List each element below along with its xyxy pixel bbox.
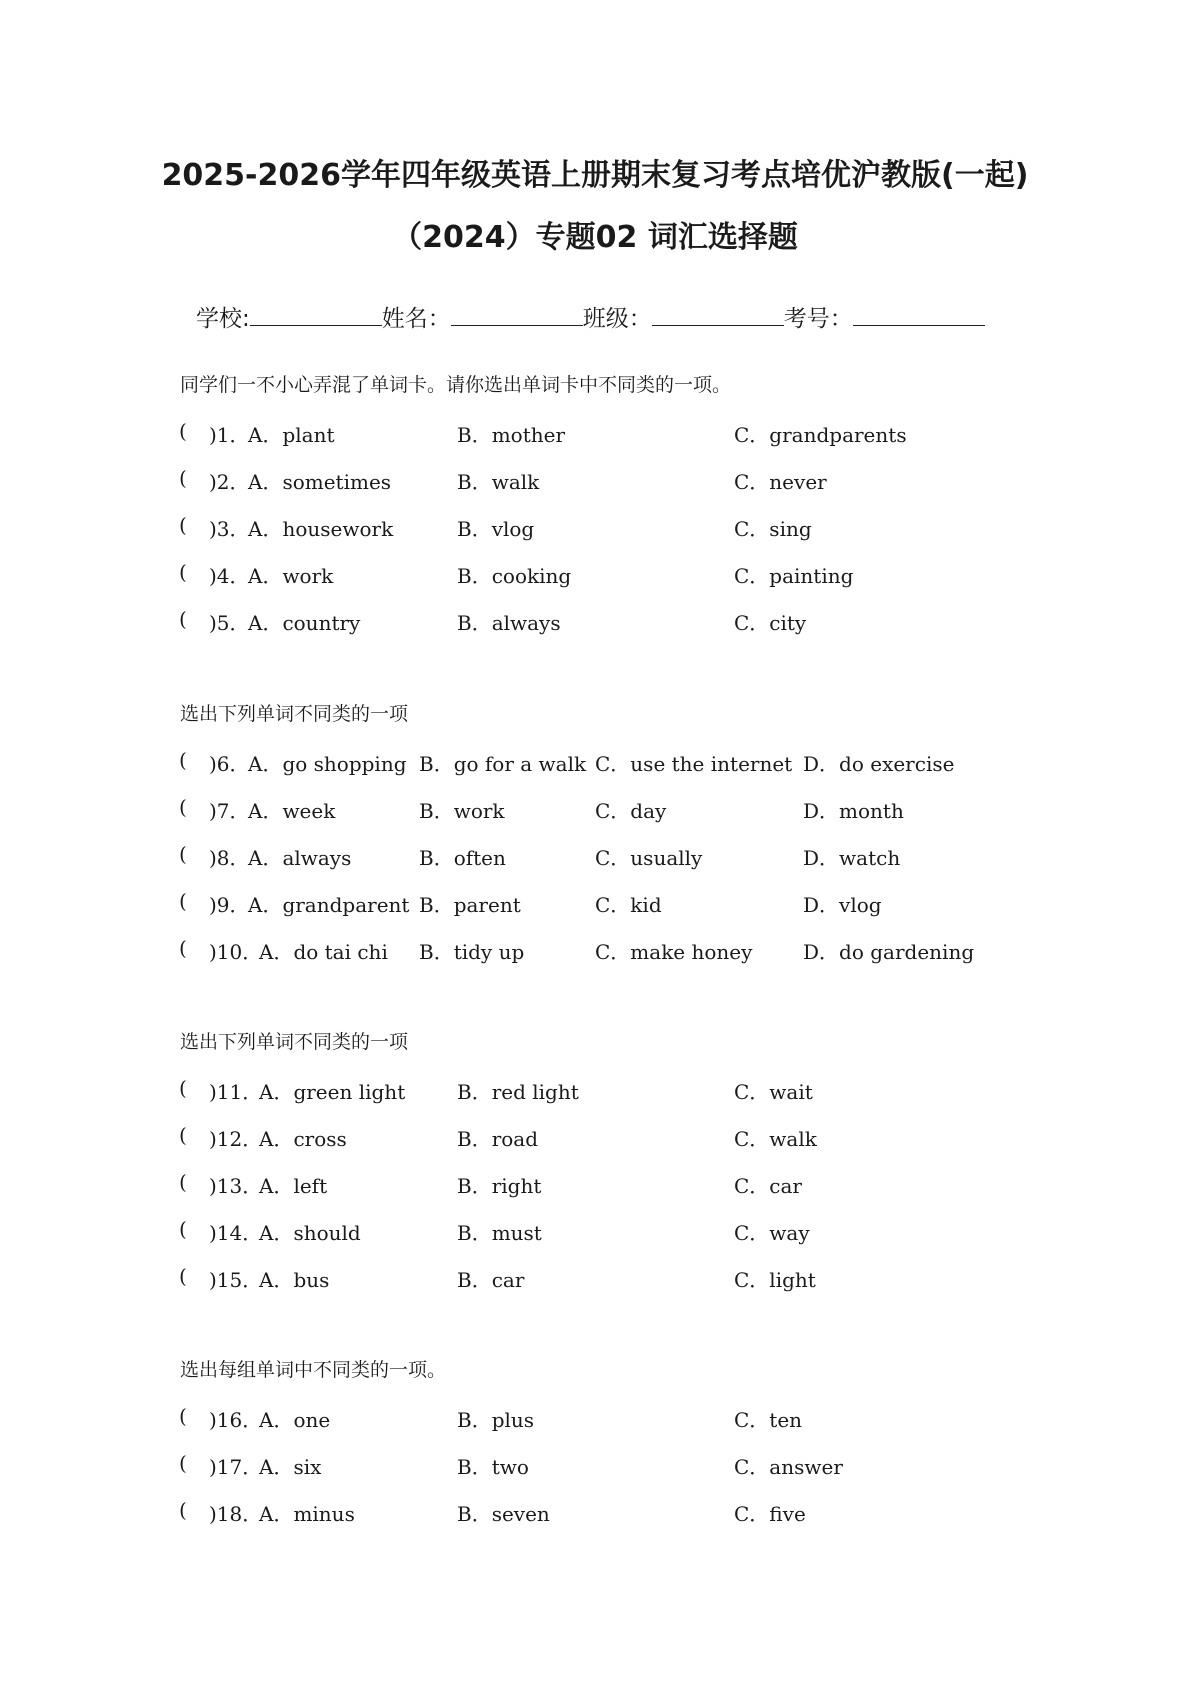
answer-paren[interactable]: ( — [179, 1498, 187, 1522]
option-b: B．plus — [457, 1408, 535, 1432]
option-c: C．ten — [734, 1408, 803, 1432]
option-a: A．six — [259, 1455, 322, 1479]
question-number: )4． — [209, 564, 250, 588]
page-title-line-1: 2025-2026学年四年级英语上册期末复习考点培优沪教版(一起) — [161, 158, 1029, 193]
option-c: C．light — [734, 1268, 816, 1292]
question-row — [0, 513, 1190, 543]
option-a: A．work — [248, 564, 334, 588]
option-b: B．car — [457, 1268, 525, 1292]
answer-paren[interactable]: ( — [179, 1123, 187, 1147]
option-b: B．walk — [457, 470, 540, 494]
option-a: A．housework — [248, 517, 394, 541]
answer-paren[interactable]: ( — [179, 607, 187, 631]
answer-paren[interactable]: ( — [179, 419, 187, 443]
option-d: D．do exercise — [803, 752, 955, 776]
option-c: C．car — [734, 1174, 802, 1198]
question-number: )15． — [209, 1268, 263, 1292]
option-a: A．cross — [259, 1127, 347, 1151]
option-b: B．cooking — [457, 564, 572, 588]
section-instruction: 同学们一不小心弄混了单词卡。请你选出单词卡中不同类的一项。 — [180, 374, 732, 396]
question-row — [0, 936, 1190, 966]
section-instruction: 选出下列单词不同类的一项 — [180, 1031, 409, 1053]
question-number: )10． — [209, 940, 263, 964]
answer-paren[interactable]: ( — [179, 1264, 187, 1288]
option-a: A．country — [248, 611, 361, 635]
option-b: B．work — [419, 799, 505, 823]
question-row — [0, 560, 1190, 590]
option-a: A．always — [248, 846, 352, 870]
option-d: D．vlog — [803, 893, 882, 917]
option-c: C．painting — [734, 564, 854, 588]
student-info — [196, 300, 985, 333]
option-c: C．usually — [595, 846, 703, 870]
option-b: B．always — [457, 611, 561, 635]
option-b: B．red light — [457, 1080, 579, 1104]
option-c: C．day — [595, 799, 667, 823]
option-c: C．never — [734, 470, 827, 494]
answer-paren[interactable]: ( — [179, 1217, 187, 1241]
option-c: C．grandparents — [734, 423, 907, 447]
question-row — [0, 1451, 1190, 1481]
option-a: A．plant — [248, 423, 335, 447]
option-c: C．five — [734, 1502, 806, 1526]
option-c: C．sing — [734, 517, 812, 541]
question-row — [0, 795, 1190, 825]
option-c: C．answer — [734, 1455, 843, 1479]
answer-paren[interactable]: ( — [179, 1404, 187, 1428]
option-c: C．way — [734, 1221, 810, 1245]
question-row — [0, 419, 1190, 449]
question-number: )14． — [209, 1221, 263, 1245]
option-a: A．should — [259, 1221, 361, 1245]
option-d: D．month — [803, 799, 904, 823]
question-row — [0, 1498, 1190, 1528]
option-c: C．make honey — [595, 940, 753, 964]
option-d: D．do gardening — [803, 940, 975, 964]
question-number: )13． — [209, 1174, 263, 1198]
option-c: C．walk — [734, 1127, 817, 1151]
question-number: )1． — [209, 423, 250, 447]
school-label: 学校: — [196, 306, 250, 332]
option-b: B．two — [457, 1455, 529, 1479]
question-row — [0, 842, 1190, 872]
school-blank[interactable] — [250, 305, 382, 326]
exam-no-blank[interactable] — [853, 305, 985, 326]
option-a: A．do tai chi — [259, 940, 388, 964]
option-b: B．often — [419, 846, 506, 870]
option-b: B．right — [457, 1174, 542, 1198]
question-row — [0, 1170, 1190, 1200]
option-b: B．vlog — [457, 517, 535, 541]
option-a: A．one — [259, 1408, 331, 1432]
question-number: )2． — [209, 470, 250, 494]
answer-paren[interactable]: ( — [179, 842, 187, 866]
question-number: )6． — [209, 752, 250, 776]
option-b: B．road — [457, 1127, 539, 1151]
question-number: )3． — [209, 517, 250, 541]
exam-no-label: 考号： — [783, 306, 853, 332]
question-row — [0, 1123, 1190, 1153]
question-row — [0, 607, 1190, 637]
question-row — [0, 748, 1190, 778]
question-number: )17． — [209, 1455, 263, 1479]
answer-paren[interactable]: ( — [179, 889, 187, 913]
question-number: )7． — [209, 799, 250, 823]
answer-paren[interactable]: ( — [179, 1076, 187, 1100]
answer-paren[interactable]: ( — [179, 466, 187, 490]
option-c: C．kid — [595, 893, 662, 917]
option-a: A．green light — [259, 1080, 406, 1104]
answer-paren[interactable]: ( — [179, 936, 187, 960]
option-a: A．sometimes — [248, 470, 392, 494]
section-instruction: 选出下列单词不同类的一项 — [180, 703, 409, 725]
question-number: )18． — [209, 1502, 263, 1526]
option-c: C．city — [734, 611, 807, 635]
option-b: B．tidy up — [419, 940, 525, 964]
option-b: B．go for a walk — [419, 752, 587, 776]
option-a: A．week — [248, 799, 336, 823]
page-title-line-2: （2024）专题02 词汇选择题 — [392, 220, 798, 255]
option-b: B．mother — [457, 423, 566, 447]
name-blank[interactable] — [451, 305, 583, 326]
option-d: D．watch — [803, 846, 901, 870]
question-row — [0, 1404, 1190, 1434]
question-row — [0, 1217, 1190, 1247]
option-b: B．must — [457, 1221, 542, 1245]
option-c: C．wait — [734, 1080, 813, 1104]
answer-paren[interactable]: ( — [179, 560, 187, 584]
option-a: A．go shopping — [248, 752, 407, 776]
answer-paren[interactable]: ( — [179, 513, 187, 537]
answer-paren[interactable]: ( — [179, 748, 187, 772]
name-label: 姓名： — [381, 306, 451, 332]
option-c: C．use the internet — [595, 752, 793, 776]
question-number: )5． — [209, 611, 250, 635]
section-instruction: 选出每组单词中不同类的一项。 — [180, 1359, 447, 1381]
question-number: )16． — [209, 1408, 263, 1432]
option-a: A．left — [259, 1174, 328, 1198]
option-a: A．minus — [259, 1502, 355, 1526]
question-number: )8． — [209, 846, 250, 870]
question-row — [0, 1264, 1190, 1294]
question-row — [0, 466, 1190, 496]
option-b: B．seven — [457, 1502, 550, 1526]
question-number: )11． — [209, 1080, 263, 1104]
answer-paren[interactable]: ( — [179, 1170, 187, 1194]
question-number: )12． — [209, 1127, 263, 1151]
question-number: )9． — [209, 893, 250, 917]
question-row — [0, 1076, 1190, 1106]
option-a: A．bus — [259, 1268, 330, 1292]
answer-paren[interactable]: ( — [179, 795, 187, 819]
question-row — [0, 889, 1190, 919]
option-a: A．grandparent — [248, 893, 410, 917]
class-label: 班级： — [582, 306, 652, 332]
answer-paren[interactable]: ( — [179, 1451, 187, 1475]
class-blank[interactable] — [652, 305, 784, 326]
option-b: B．parent — [419, 893, 521, 917]
